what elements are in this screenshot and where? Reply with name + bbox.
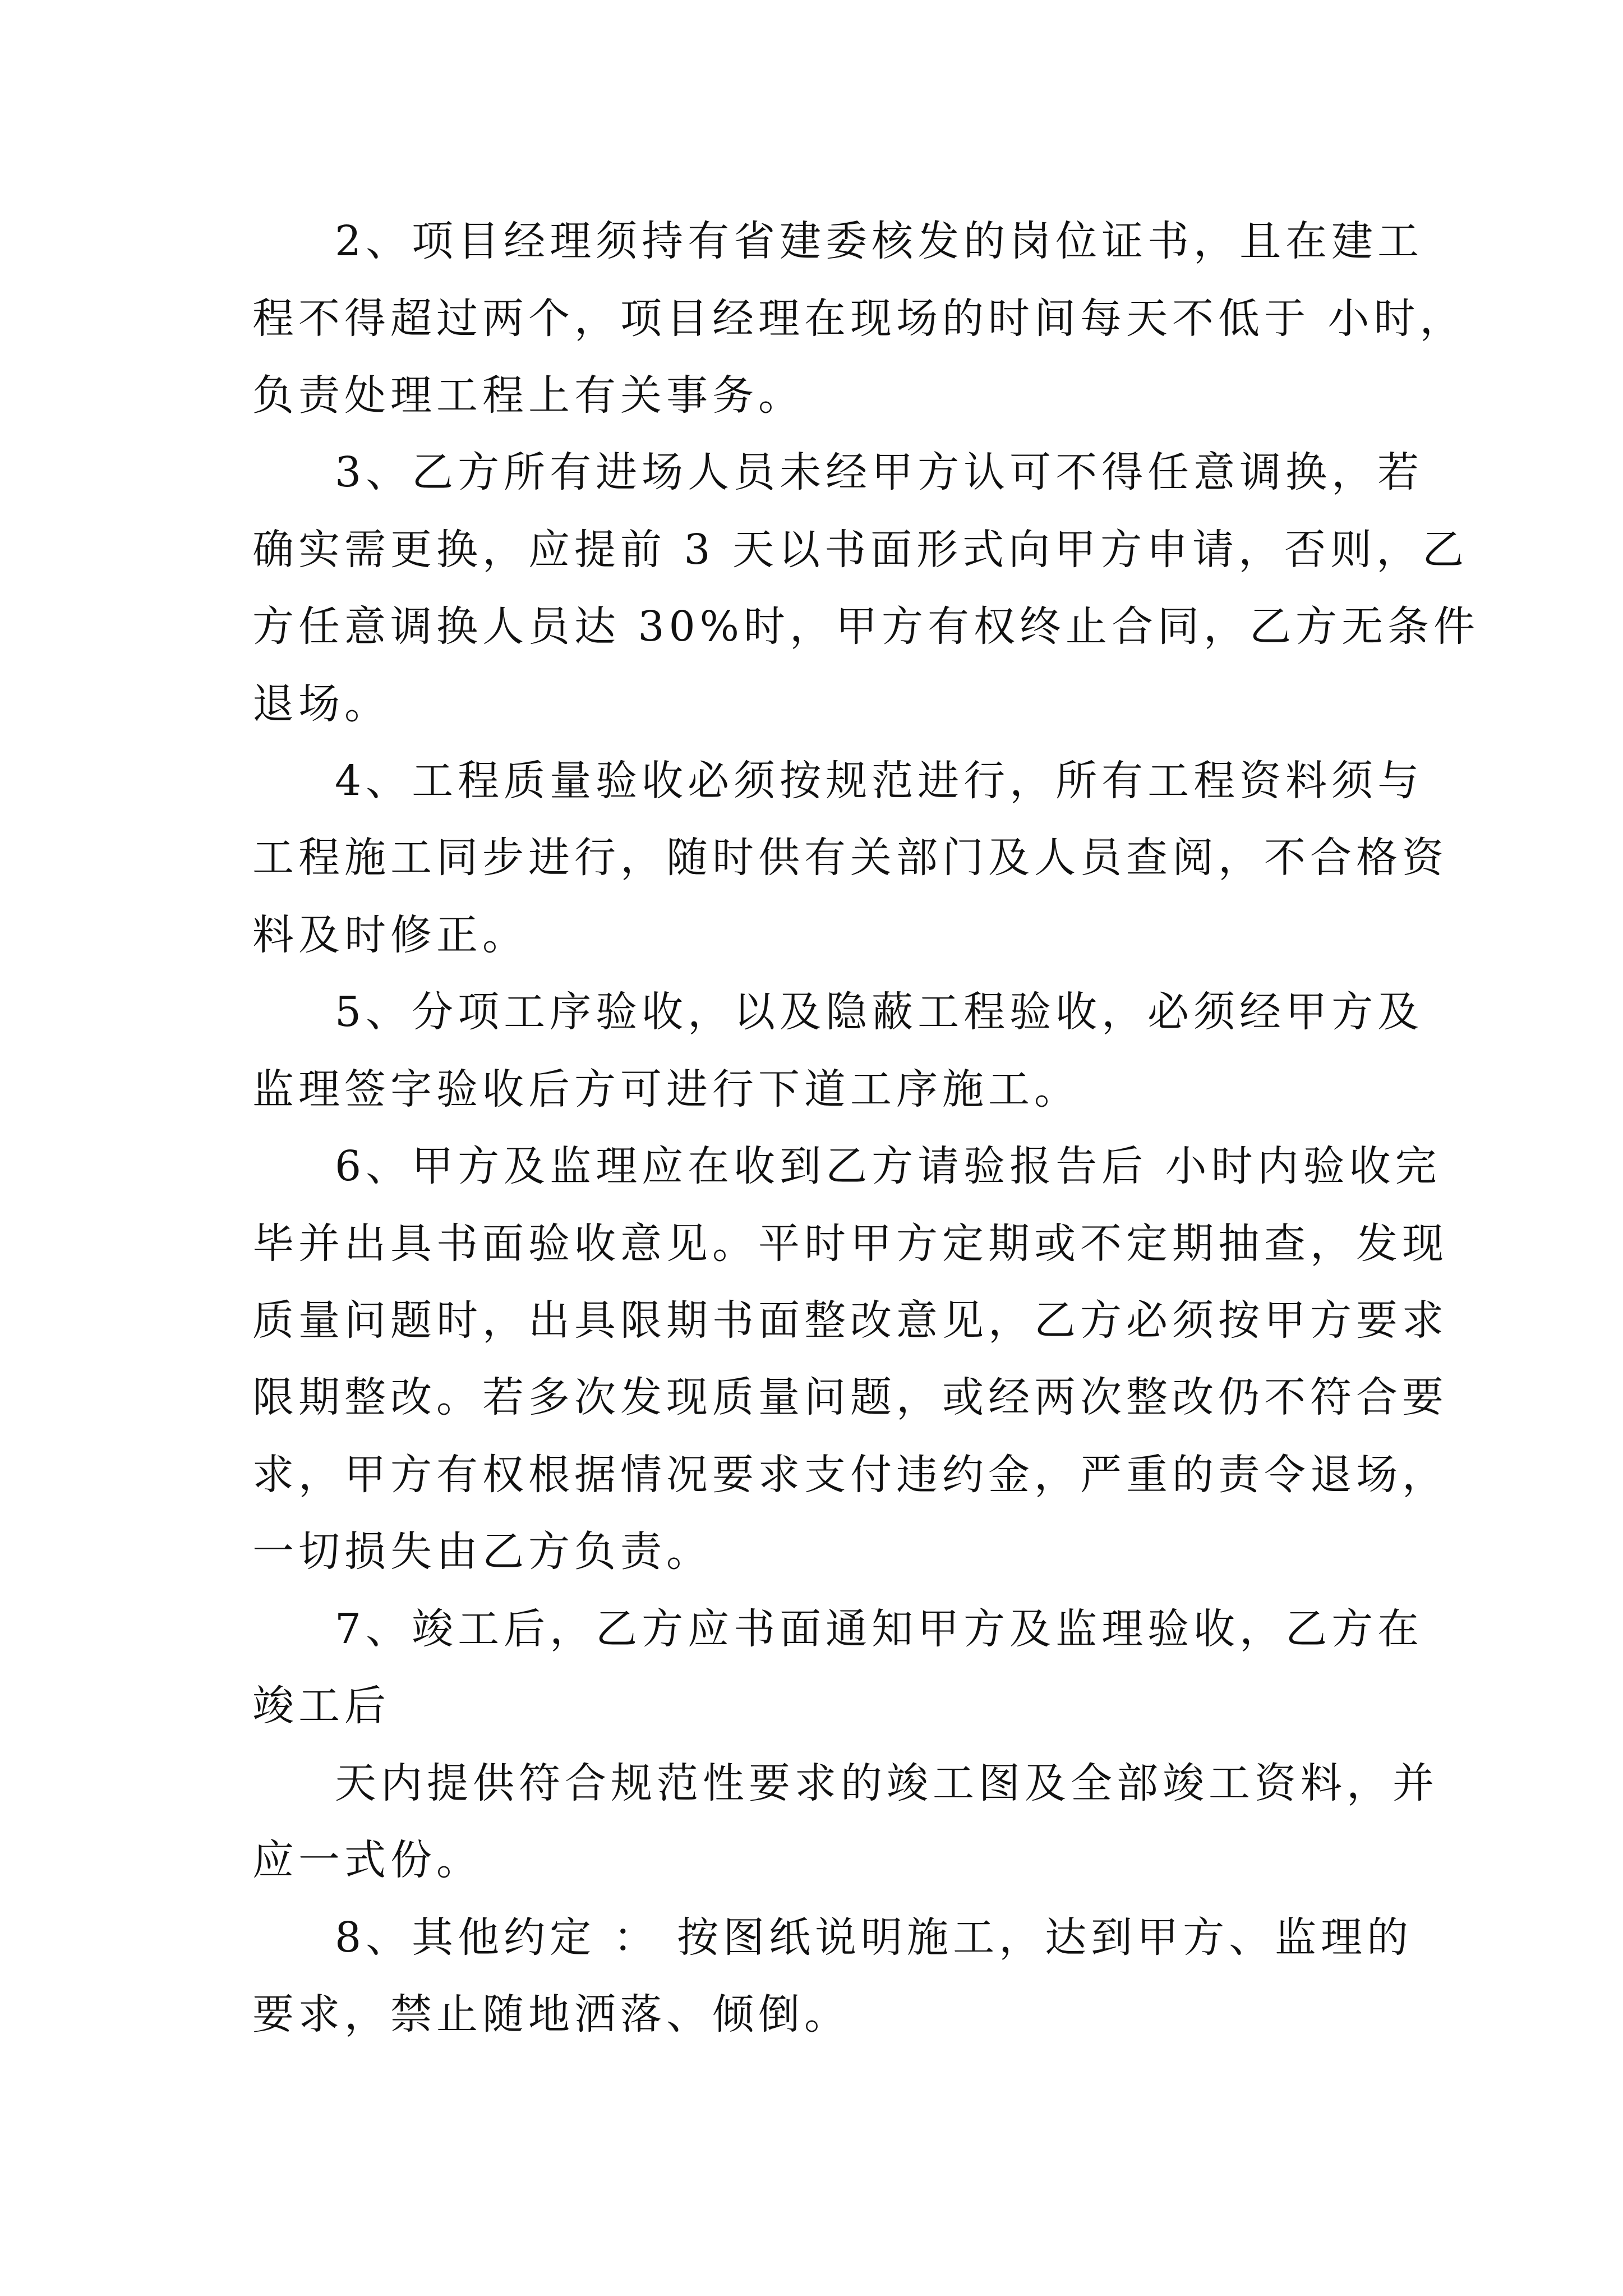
paragraph-4-line-3: 料及时修正。 <box>252 911 528 959</box>
paragraph-4-line-2: 工程施工同步进行，随时供有关部门及人员查阅，不合格资 <box>252 834 1448 882</box>
paragraph-7-line-2: 竣工后 <box>252 1682 390 1730</box>
paragraph-3-line-4: 退场。 <box>252 680 390 728</box>
paragraph-6-line-4: 限期整改。若多次发现质量问题，或经两次整改仍不符合要 <box>252 1373 1448 1421</box>
paragraph-7b-line-2: 应一式份。 <box>252 1836 482 1884</box>
paragraph-6-line-5: 求，甲方有权根据情况要求支付违约金，严重的责令退场， <box>252 1451 1448 1499</box>
paragraph-2-line-2: 程不得超过两个，项目经理在现场的时间每天不低于 小时， <box>252 295 1466 343</box>
paragraph-2-line-3: 负责处理工程上有关事务。 <box>252 371 804 420</box>
paragraph-5-line-2: 监理签字验收后方可进行下道工序施工。 <box>252 1065 1080 1114</box>
paragraph-6-line-3: 质量问题时，出具限期书面整改意见，乙方必须按甲方要求 <box>252 1296 1448 1345</box>
paragraph-5-line-1: 5、分项工序验收，以及隐蔽工程验收，必须经甲方及 <box>335 988 1424 1036</box>
paragraph-3-line-3: 方任意调换人员达 30%时，甲方有权终止合同，乙方无条件 <box>252 602 1479 651</box>
paragraph-8-line-2: 要求，禁止随地洒落、倾倒。 <box>252 1990 850 2039</box>
paragraph-4-line-1: 4、工程质量验收必须按规范进行，所有工程资料须与 <box>335 757 1424 805</box>
paragraph-7-line-1: 7、竣工后，乙方应书面通知甲方及监理验收，乙方在 <box>335 1605 1424 1653</box>
paragraph-8-line-1: 8、其他约定 ： 按图纸说明施工，达到甲方、监理的 <box>335 1913 1413 1962</box>
paragraph-3-line-2: 确实需更换，应提前 3 天以书面形式向甲方申请，否则，乙 <box>252 526 1469 574</box>
paragraph-6-line-2: 毕并出具书面验收意见。平时甲方定期或不定期抽查，发现 <box>252 1220 1448 1268</box>
paragraph-6-line-6: 一切损失由乙方负责。 <box>252 1527 712 1576</box>
paragraph-6-line-1: 6、甲方及监理应在收到乙方请验报告后 小时内验收完 <box>335 1142 1441 1190</box>
paragraph-3-line-1: 3、乙方所有进场人员未经甲方认可不得任意调换，若 <box>335 448 1424 496</box>
paragraph-2-line-1: 2、项目经理须持有省建委核发的岗位证书，且在建工 <box>335 217 1424 265</box>
paragraph-7b-line-1: 天内提供符合规范性要求的竣工图及全部竣工资料，并 <box>335 1759 1438 1807</box>
